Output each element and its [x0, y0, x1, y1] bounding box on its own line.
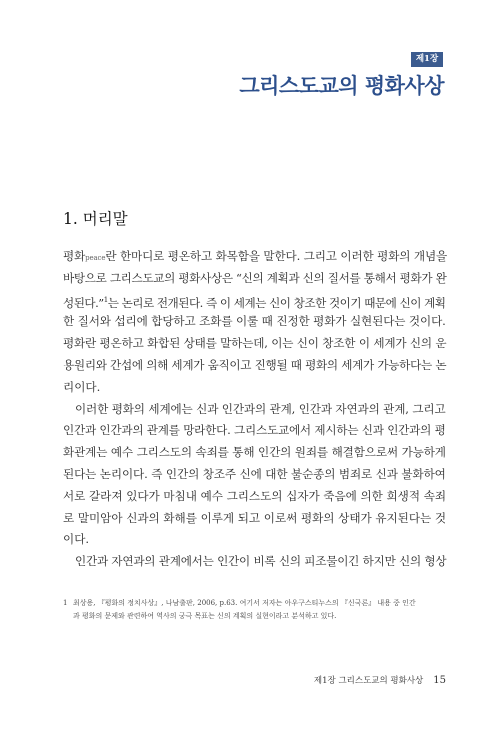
running-head: 제1장 그리스도교의 평화사상 [313, 676, 424, 686]
body-line: 한 질서와 섭리에 합당하고 조화를 이룰 때 진정한 평화가 실현된다는 것이다. [63, 314, 446, 329]
footnote-line: 과 평화의 문제와 관련하여 역사의 궁극 목표는 신의 계획의 실현이라고 분석하고 있다. [73, 612, 337, 620]
body-line: 용원리와 간섭에 의해 세계가 움직이고 진행될 때 평화의 세계가 가능하다는 논 [63, 357, 447, 372]
body-line: 인간과 인간과의 관계를 망라한다. 그리스도교에서 제시하는 신과 인간과의 평 [63, 423, 446, 438]
section-heading: 1. 머리말 [63, 210, 128, 228]
body-line: 서로 갈라져 있다가 마침내 예수 그리스도의 십자가 죽음에 의한 희생적 속죄 [63, 488, 447, 503]
body-line: 성된다.”$^1$는 논리로 전개된다. 즉 이 세계는 신이 창조한 것이기 때문에 신이 계획 [63, 295, 446, 310]
body-line: 이러한 평화의 세계에는 신과 인간과의 관계, 인간과 자연과의 관계, 그리고 [75, 401, 446, 416]
footnote-ref: 1 [103, 295, 108, 304]
page-number: 15 [433, 675, 446, 686]
footnote [63, 597, 446, 623]
body-line: 화관계는 예수 그리스도의 속죄를 통해 인간의 원죄를 해결함으로써 가능하게 [63, 445, 446, 460]
footnote-number: 1 [63, 599, 68, 607]
body-line: 된다는 논리이다. 즉 인간의 창조주 신에 대한 불순종의 범죄로 신과 불화하여 [63, 466, 446, 481]
body-line: 바탕으로 그리스도교의 평화사상은 “신의 계획과 신의 질서를 통해서 평화가 완 [63, 270, 447, 285]
chapter-title: 그리스도교의 평화사상 [239, 74, 444, 98]
body-line: 평화란 평온하고 화합된 상태를 말하는데, 이는 신이 창조한 이 세계가 신의 운 [63, 336, 447, 351]
body-line: 로 말미암아 신과의 화해를 이루게 되고 이로써 평화의 상태가 유지된다는 것 [63, 510, 447, 525]
page-footer [314, 674, 446, 686]
body-line: 평화peace란 한마디로 평온하고 화목함을 말한다. 그리고 이러한 평화의 개념을 [63, 249, 448, 263]
body-line: 인간과 자연과의 관계에서는 인간이 비록 신의 피조물이긴 하지만 신의 형상 [75, 554, 447, 569]
body-line: 리이다. [63, 379, 101, 394]
body-line: 이다. [63, 532, 90, 547]
body-text [63, 246, 446, 573]
footnote-line: 1 최상용, 『평화의 정치사상』, 나남출판, 2006, p.63. 여기서 저자는 아우구스티누스의 『신국론』 내용 중 인간 [63, 597, 446, 610]
chapter-tag: 제1장 [411, 52, 443, 67]
